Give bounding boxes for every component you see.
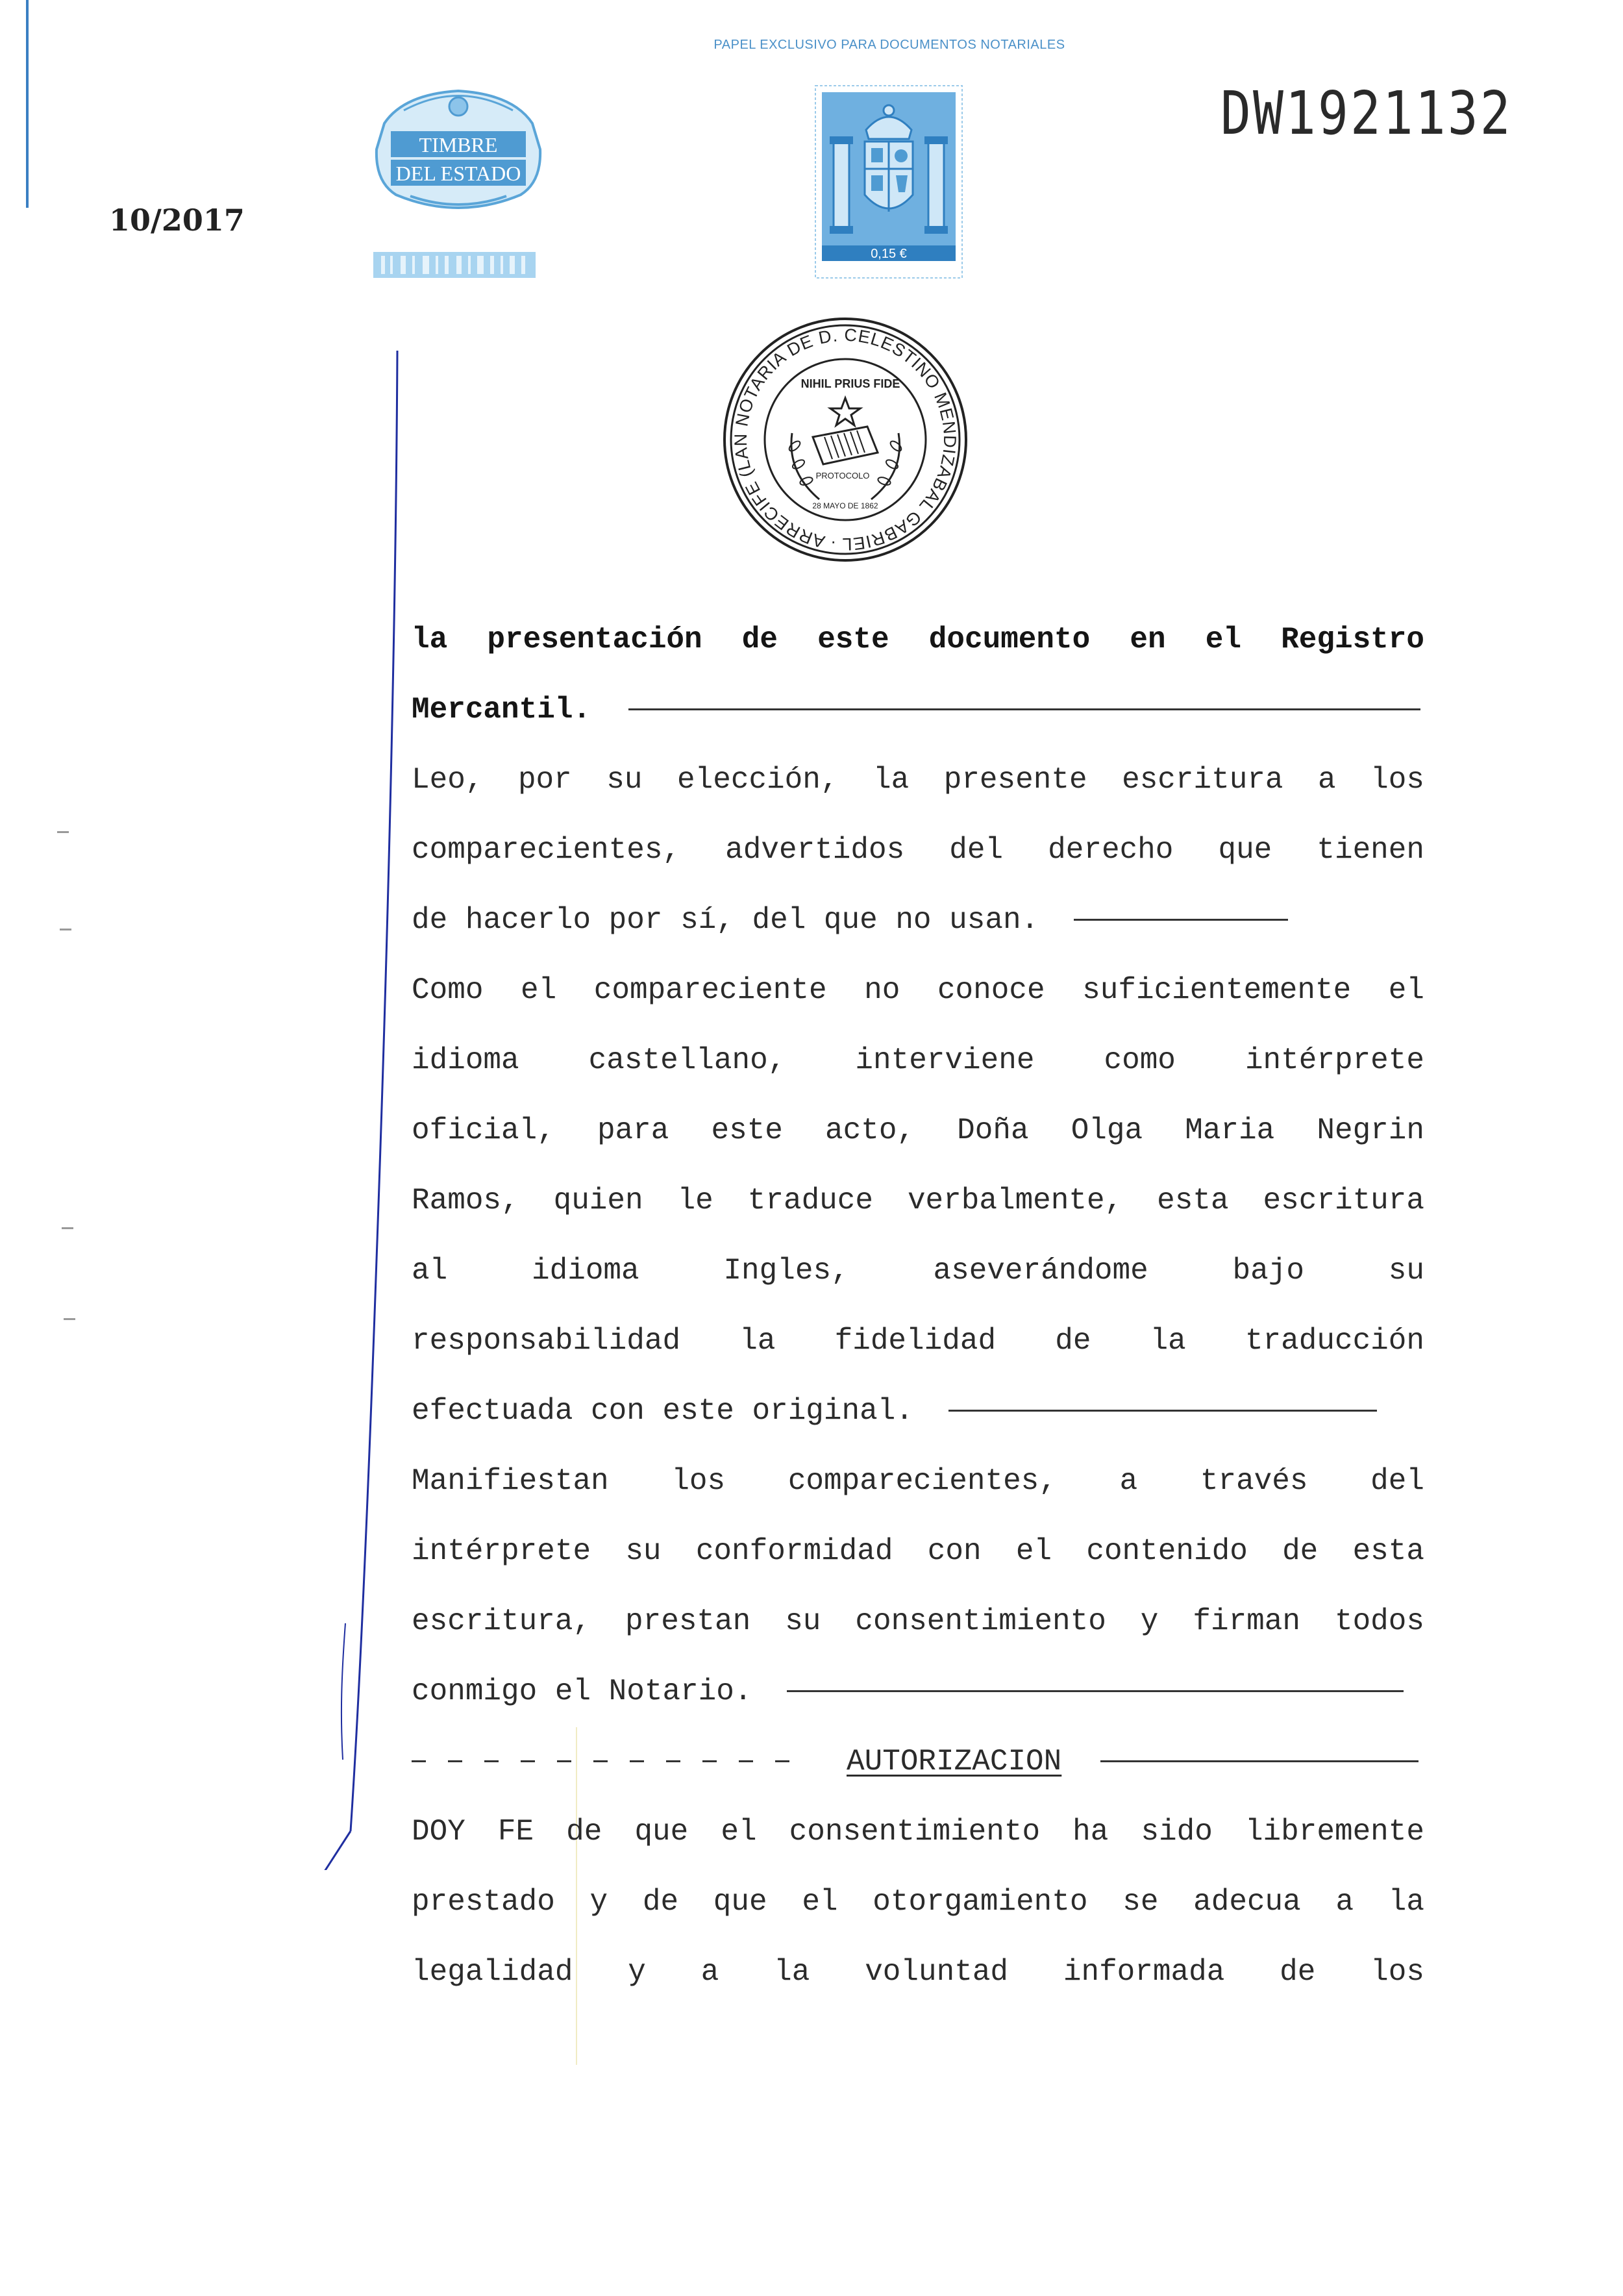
- body-line-8: oficial, para este acto, Doña Olga Maria Negrin: [412, 1114, 1424, 1147]
- body-line-9: Ramos, quien le traduce verbalmente, esta escritura: [412, 1184, 1424, 1217]
- paper-label: PAPEL EXCLUSIVO PARA DOCUMENTOS NOTARIALES: [713, 38, 1065, 52]
- body-line-2-text: Mercantil.: [412, 693, 591, 727]
- fill-dash-line: [1100, 1760, 1419, 1762]
- body-line-1: la presentación de este documento en el Registro: [412, 623, 1424, 656]
- margin-edge-line: [26, 0, 29, 208]
- body-line-5: [412, 897, 1424, 943]
- coat-of-arms-stamp: [814, 84, 963, 279]
- fill-dash-line: [628, 708, 1420, 710]
- body-line-15: escritura, prestan su consentimiento y firman todos: [412, 1604, 1424, 1638]
- body-line-16-text: conmigo el Notario.: [412, 1675, 752, 1708]
- timbre-line-1: TIMBRE: [419, 133, 498, 156]
- timbre-barcode: [373, 252, 536, 278]
- body-line-3: Leo, por su elección, la presente escritura a los: [412, 763, 1424, 797]
- seal-ring-text: NOTARIA DE D. CELESTINO MENDIZABAL GABRIEL · ARRECIFE (LAN: [730, 325, 960, 555]
- notary-seal: [722, 316, 969, 563]
- seal-band-text: PROTOCOLO: [815, 471, 870, 480]
- body-line-19: prestado y de que el otorgamiento se adecua a la: [412, 1885, 1424, 1919]
- body-line-7: idioma castellano, interviene como intérprete: [412, 1043, 1424, 1077]
- fill-dash-line: [1074, 919, 1288, 921]
- body-line-13: Manifiestan los comparecientes, a través del: [412, 1464, 1424, 1498]
- autorizacion-heading-line: [412, 1739, 1424, 1784]
- body-line-12-text: efectuada con este original.: [412, 1394, 913, 1428]
- seal-date-text: 28 MAYO DE 1862: [812, 501, 878, 510]
- stray-mark: [60, 929, 71, 930]
- dash-separator: [412, 1760, 801, 1762]
- body-line-12: [412, 1388, 1424, 1434]
- body-line-16: [412, 1669, 1424, 1714]
- stamp-value: 0,15 €: [871, 247, 907, 261]
- body-line-11: responsabilidad la fidelidad de la traducción: [412, 1324, 1424, 1358]
- body-line-4: comparecientes, advertidos del derecho que tienen: [412, 833, 1424, 867]
- protocol-date-number: 10/2017: [109, 203, 245, 238]
- body-line-18: DOY FE de que el consentimiento ha sido libremente: [412, 1815, 1424, 1849]
- fill-dash-line: [948, 1410, 1377, 1412]
- stray-mark: [64, 1318, 75, 1320]
- timbre-line-2: DEL ESTADO: [395, 162, 521, 185]
- stray-mark: [62, 1227, 73, 1229]
- handwritten-margin-line: [312, 351, 409, 1870]
- seal-motto: NIHIL PRIUS FIDE: [800, 377, 900, 390]
- body-line-14: intérprete su conformidad con el contenido de esta: [412, 1534, 1424, 1568]
- body-line-10: al idioma Ingles, aseverándome bajo su: [412, 1254, 1424, 1288]
- body-line-20: legalidad y a la voluntad informada de los: [412, 1955, 1424, 1989]
- fill-dash-line: [787, 1690, 1404, 1692]
- body-line-6: Como el compareciente no conoce suficientemente el: [412, 973, 1424, 1007]
- timbre-del-estado-emblem: [365, 84, 552, 214]
- stray-mark: [57, 831, 69, 833]
- autorizacion-heading: AUTORIZACION: [847, 1745, 1062, 1778]
- body-line-2: [412, 687, 1424, 732]
- document-serial-number: DW1921132: [1220, 79, 1513, 149]
- body-line-5-text: de hacerlo por sí, del que no usan.: [412, 903, 1039, 937]
